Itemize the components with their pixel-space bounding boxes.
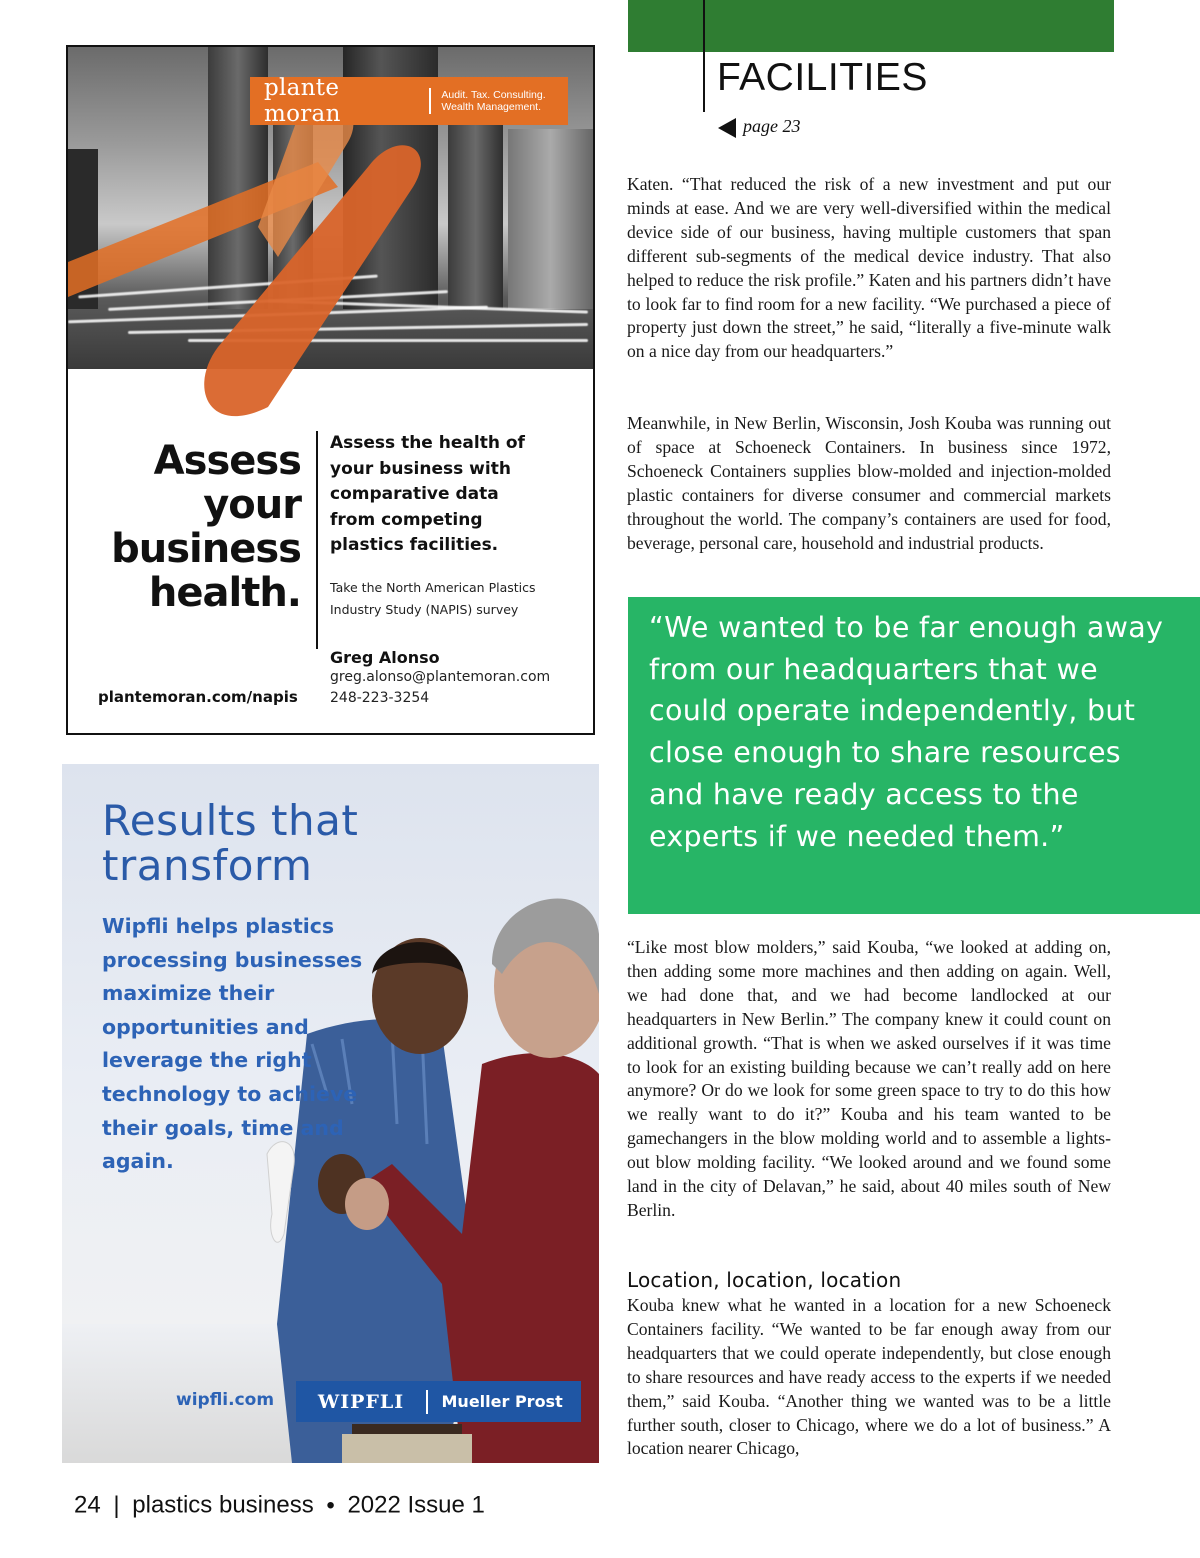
ad-title: Results that transform [102, 796, 359, 890]
ad-headline [98, 439, 301, 615]
article-subhead: Location, location, location [627, 1268, 902, 1292]
logo-name: WIPFLI [317, 1390, 405, 1413]
headline-line: health. [148, 570, 301, 616]
issue-label: 2022 Issue 1 [347, 1491, 485, 1519]
ad-subhead: Assess the health of your business with comparative data from competing plastics facilities. [330, 433, 525, 555]
plante-moran-ad[interactable] [66, 45, 595, 735]
section-accent-bar [628, 0, 1114, 52]
wipfli-logo [296, 1381, 581, 1422]
pull-quote-text: “We wanted to be far enough away from our headquarters that we could operate independently, but close enough to share resources and have ready access to the experts if we needed them.” [649, 611, 1164, 853]
ad-divider [316, 431, 318, 649]
plante-moran-logo [250, 77, 568, 125]
publication-name: plastics business [132, 1491, 314, 1519]
brand-tagline: Audit. Tax. Consulting. Wealth Management. [441, 89, 546, 113]
article-paragraph: Kouba knew what he wanted in a location for a new Schoeneck Containers facility. “We wanted to be far enough away from our headquarters that we could operate independently, but close enough to share resources and have ready access to the experts if we needed them,” said Kouba. “Another thing we wanted was to be a little further south, closer to Chicago, where we do a lot of business.” A location nearer Chicago, [627, 1295, 1111, 1459]
page-number: 24 [74, 1491, 101, 1519]
left-arrow-icon[interactable] [718, 118, 736, 138]
ad-url-link[interactable]: plantemoran.com/napis [98, 688, 298, 706]
contact-phone: 248-223-3254 [330, 690, 430, 706]
logo-partner: Mueller Prost [441, 1392, 563, 1411]
pull-quote-box [628, 597, 1200, 914]
wipfli-ad[interactable] [62, 764, 599, 1463]
ad-body-text: Wipfli helps plastics processing businesses maximize their opportunities and leverage the right technology to achieve their goals, time and again. [102, 914, 363, 1174]
contact-name: Greg Alonso [330, 648, 440, 667]
headline-line: business [111, 526, 301, 572]
page-footer [74, 1491, 485, 1520]
section-vertical-rule [703, 0, 705, 112]
section-title: FACILITIES [717, 56, 928, 99]
article-paragraph: “Like most blow molders,” said Kouba, “we looked at adding on, then adding some more machines and then adding on again. Well, we had done that, and we had become landlocked at our headquarters in New Berlin.” The company knew it could count on additional growth. “That is when we asked ourselves if it was time to look for an existing building because we can’t really add on here anymore? Or do we look for some green space to try to do this how we really want to do it?” Kouba and his team wanted to be gamechangers in the blow molding world and to assemble a lights-out blow molding facility. “We looked around and we found some land in the city of Delavan,” he said, about 40 miles south of New Berlin. [627, 937, 1111, 1220]
footer-bullet: • [326, 1491, 335, 1519]
continued-from-link[interactable]: page 23 [743, 116, 801, 136]
article-paragraph: Meanwhile, in New Berlin, Wisconsin, Josh Kouba was running out of space at Schoeneck Containers. In business since 1972, Schoeneck Containers supplies blow-molded and injection-molded plastic containers for diverse consumer and commercial markets throughout the world. The company’s containers are used for food, beverage, personal care, household and industrial products. [627, 413, 1111, 553]
logo-divider [429, 88, 431, 114]
brand-name: plante moran [264, 75, 341, 127]
headline-line: your [203, 482, 301, 528]
article-paragraph: Katen. “That reduced the risk of a new investment and put our minds at ease. And we are very well-diversified within the medical device side of our business, having multiple customers that span different sub-segments of the medical device industry. That also helped to reduce the risk profile.” Katen and his partners didn’t have to look far to find room for a new facility. “We purchased a piece of property just down the street,” he said, “literally a five-minute walk on a nice day from our headquarters.” [627, 174, 1111, 362]
footer-separator: | [113, 1491, 120, 1519]
ad-url-link[interactable]: wipfli.com [176, 1390, 275, 1410]
headline-line: Assess [153, 438, 301, 484]
ad-survey-note: Take the North American Plastics Industry Study (NAPIS) survey [330, 580, 536, 617]
contact-email-link[interactable]: greg.alonso@plantemoran.com [330, 669, 551, 685]
